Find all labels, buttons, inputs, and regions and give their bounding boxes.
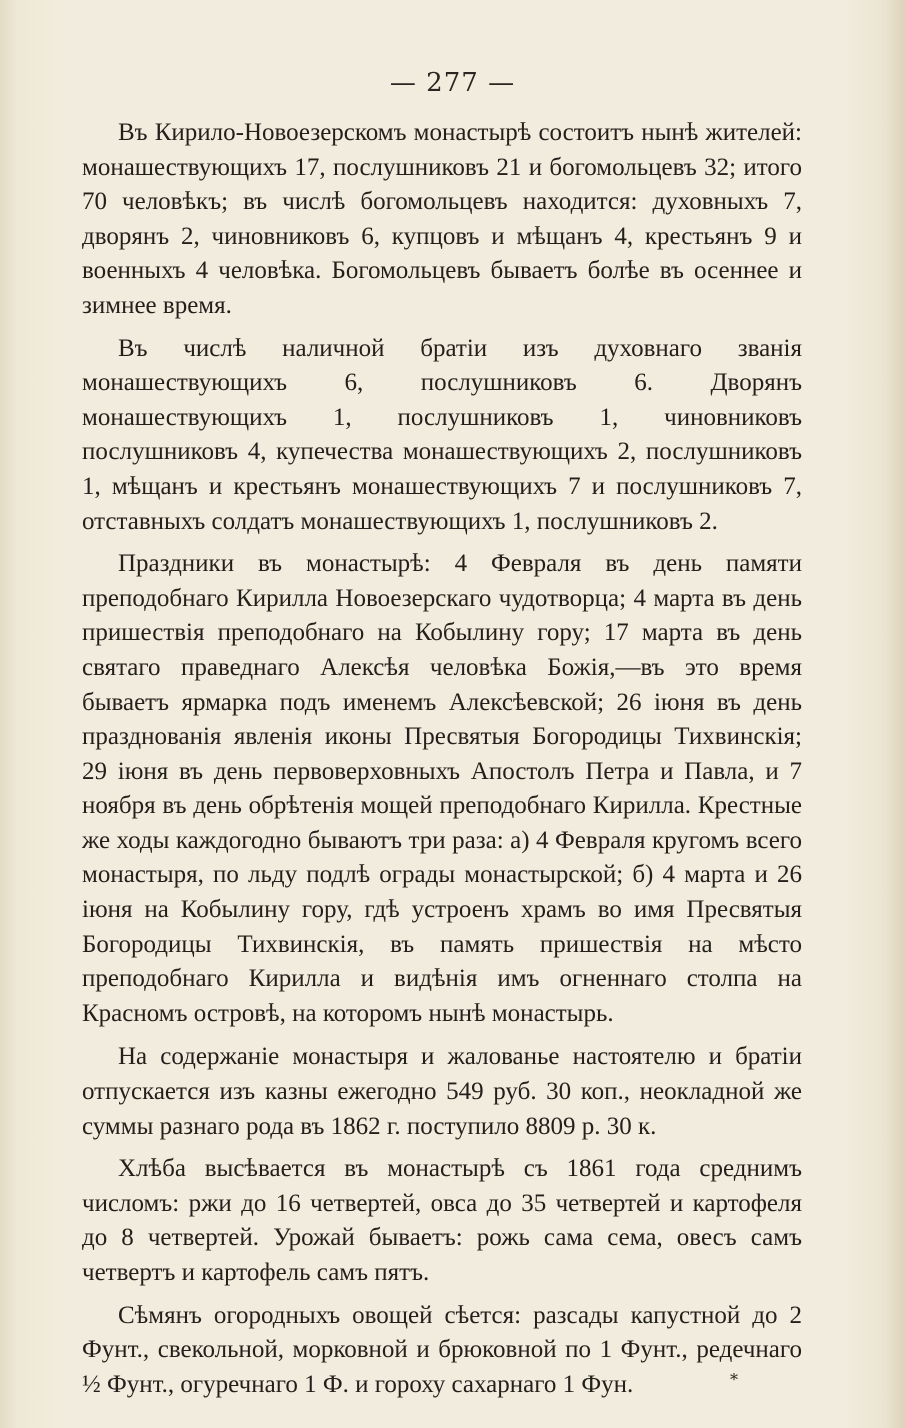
- paragraph-residents: Въ Кирило-Новоезерскомъ монастырѣ состоитъ нынѣ жителей: монашествующихъ 17, послушниковъ 21 и богомольцевъ 32; итого 70 человѣкъ; въ числѣ богомольцевъ находится: духовныхъ 7, дворянъ 2, чиновниковъ 6, купцовъ и мѣщанъ 4, крестьянъ 9 и военныхъ 4 человѣка. Богомольцевъ бываетъ болѣе въ осеннее и зимнее время.: [82, 119, 802, 319]
- paragraph-brethren: Въ числѣ наличной братіи изъ духовнаго званія монашествующихъ 6, послушниковъ 6. Дворянъ монашествующихъ 1, послушниковъ 1, чиновниковъ послушниковъ 4, купечества монашествующихъ 2, послушниковъ 1, мѣщанъ и крестьянъ монашествующихъ 7 и послушниковъ 7, отставныхъ солдатъ монашествующихъ 1, послушниковъ 2.: [82, 334, 802, 535]
- signature-mark: *: [730, 1370, 738, 1389]
- page-text: [82, 116, 802, 1410]
- paragraph-funding: На содержаніе монастыря и жалованье настоятелю и братіи отпускается изъ казны ежегодно 549 руб. 30 коп., неокладной же суммы разнаго рода въ 1862 г. поступило 8809 р. 30 к.: [82, 1043, 802, 1140]
- page-number: — 277 —: [389, 68, 516, 98]
- paragraph-seeds: Сѣмянъ огородныхъ овощей сѣется: разсады капустной до 2 Фунт., свекольной, морковной и брюковной по 1 Фунт., редечнаго ½ Фунт., огуречнаго 1 Ф. и гороху сахарнаго 1 Фун.: [82, 1301, 802, 1398]
- paragraph-holidays: Праздники въ монастырѣ: 4 Февраля въ день памяти преподобнаго Кирилла Новоезерскаго чудотворца; 4 марта въ день пришествія преподобнаго на Кобылину гору; 17 марта въ день святаго праведнаго Алексѣя человѣка Божія,—въ это время бываетъ ярмарка подъ именемъ Алексѣевской; 26 іюня въ день празднованія явленія иконы Пресвятыя Богородицы Тихвинскія; 29 іюня въ день первоверховныхъ Апостолъ Петра и Павла, и 7 ноября въ день обрѣтенія мощей преподобнаго Кирилла. Крестные же ходы каждогодно бываютъ три раза: а) 4 Февраля кругомъ всего монастыря, по льду подлѣ ограды монастырской; б) 4 марта и 26 іюня на Кобылину гору, гдѣ устроенъ храмъ во имя Пресвятыя Богородицы Тихвинскія, въ память пришествія на мѣсто преподобнаго Кирилла и видѣнія имъ огненнаго столпа на Красномъ островѣ, на которомъ нынѣ монастырь.: [82, 550, 802, 1027]
- paragraph-grain: Хлѣба высѣвается въ монастырѣ съ 1861 года среднимъ числомъ: ржи до 16 четвертей, овса до 35 четвертей и картофеля до 8 четвертей. Урожай бываетъ: рожь сама сема, овесъ самъ четвертъ и картофель самъ пятъ.: [82, 1155, 802, 1286]
